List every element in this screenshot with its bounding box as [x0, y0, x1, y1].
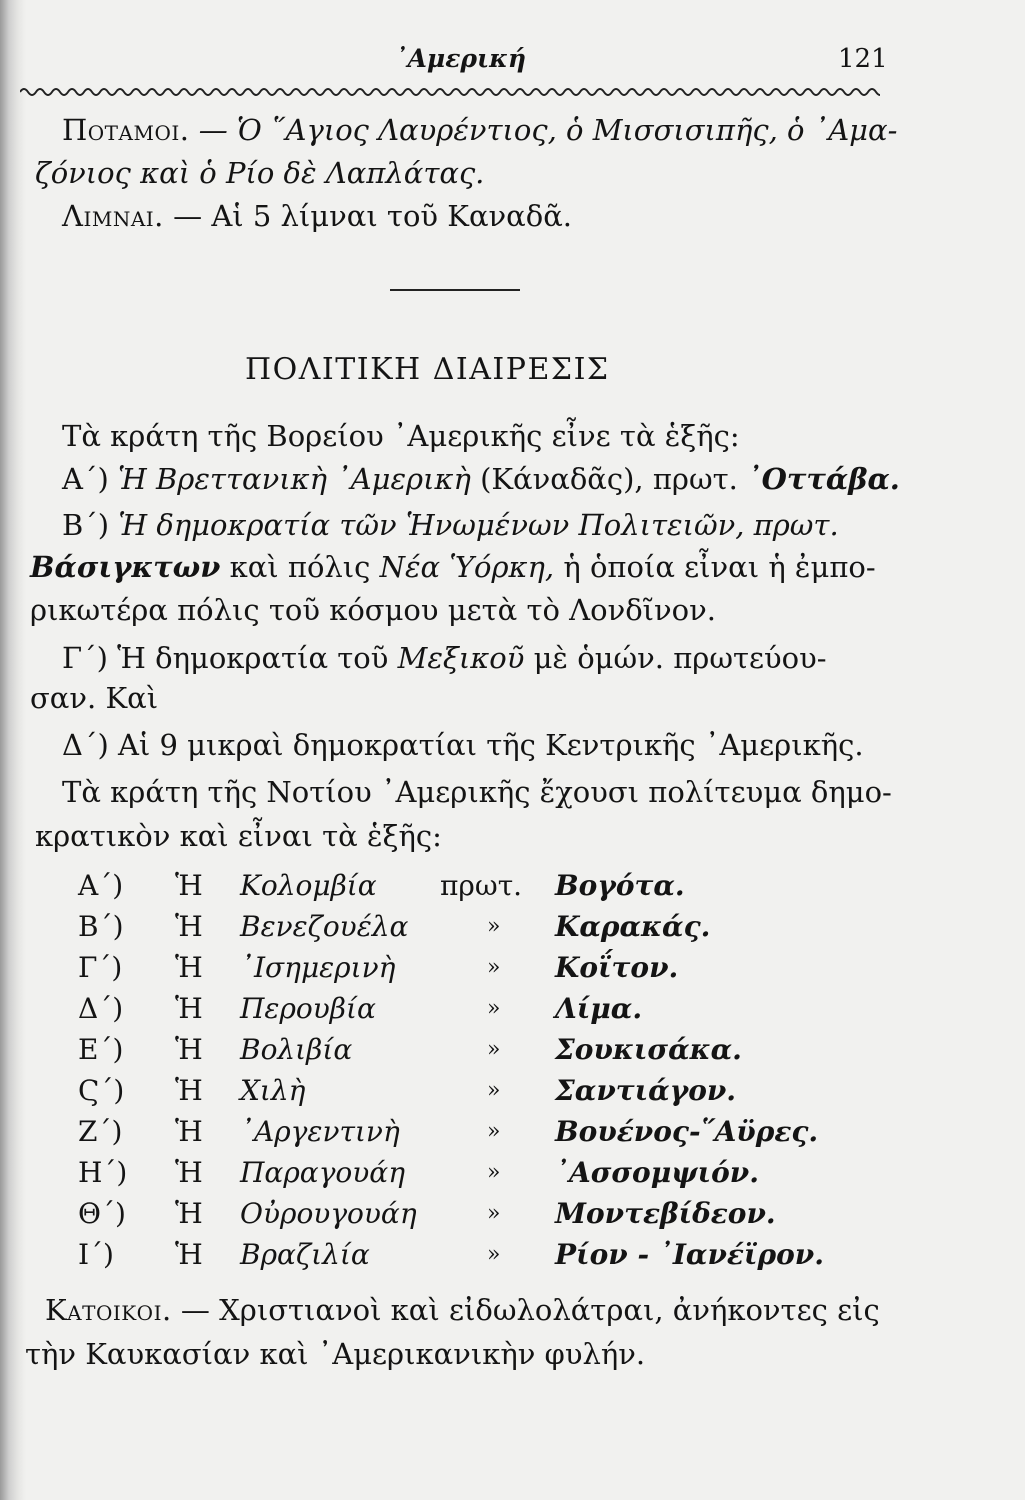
north-item-b-line-2: [30, 549, 876, 585]
inhabitants-line-1: [45, 1292, 880, 1328]
country-capital: Σουκισάκα.: [555, 1033, 742, 1066]
country-article: Ἡ: [175, 1074, 203, 1107]
north-c-pre: Ἡ δημοκρατία τοῦ: [117, 641, 389, 675]
north-item-b-line-1: [62, 507, 839, 543]
country-capital: Λίμα.: [555, 992, 643, 1025]
country-row: [0, 991, 1025, 1027]
country-capital: Μοντεβίδεον.: [555, 1197, 776, 1230]
country-row: [0, 1155, 1025, 1191]
country-capital: Κοΐτον.: [555, 951, 679, 984]
north-c-name: Μεξικοῦ: [397, 641, 525, 675]
country-number: Β΄): [78, 910, 124, 943]
country-number: Α΄): [78, 869, 124, 902]
capital-abbrev: πρωτ.: [440, 869, 523, 902]
north-a-mid: (Κάναδᾶς), πρωτ.: [480, 462, 738, 496]
section-heading: ΠΟΛΙΤΙΚΗ ΔΙΑΙΡΕΣΙΣ: [245, 352, 610, 387]
lakes-text: — Αἱ 5 λίμναι τοῦ Καναδᾶ.: [173, 199, 573, 233]
page-number: 121: [838, 44, 888, 74]
north-c-num: Γ΄): [62, 641, 108, 675]
ditto-mark: »: [487, 1160, 501, 1185]
country-number: Ϛ΄): [78, 1074, 125, 1107]
country-article: Ἡ: [175, 869, 203, 902]
country-row: [0, 1237, 1025, 1273]
country-number: Η΄): [78, 1156, 128, 1189]
country-number: Ε΄): [78, 1033, 124, 1066]
country-article: Ἡ: [175, 1156, 203, 1189]
country-capital: Καρακάς.: [555, 910, 711, 943]
lakes-label: Λιμναι.: [62, 199, 164, 233]
country-row: [0, 1073, 1025, 1109]
running-header-title: ᾽Αμερική: [395, 44, 527, 73]
country-name: Βενεζουέλα: [240, 910, 409, 943]
north-a-capital: ᾽Οττάβα.: [747, 462, 900, 496]
north-item-c-line-2: σαν. Καὶ: [30, 681, 159, 715]
north-b-rest1: καὶ πόλις: [229, 550, 371, 584]
country-row: [0, 868, 1025, 904]
rivers-text-1-body: — Ὁ ῞Αγιος Λαυρέντιος, ὁ Μισσισιπῆς, ὁ ᾽Αμα-: [198, 113, 898, 147]
country-name: Περουβία: [240, 992, 376, 1025]
north-b-mid: πρωτ.: [753, 508, 839, 542]
north-item-d: [62, 727, 864, 763]
country-article: Ἡ: [175, 910, 203, 943]
country-row: [0, 909, 1025, 945]
country-number: Ζ΄): [78, 1115, 123, 1148]
country-article: Ἡ: [175, 951, 203, 984]
country-name: Βολιβία: [240, 1033, 353, 1066]
country-number: Γ΄): [78, 951, 123, 984]
country-name: Βραζιλία: [240, 1238, 370, 1271]
ditto-mark: »: [487, 914, 501, 939]
ditto-mark: »: [487, 955, 501, 980]
north-a-name: Ἡ Βρεττανικὴ ᾽Αμερικὴ: [117, 462, 471, 496]
north-c-post: μὲ ὁμών. πρωτεύου-: [533, 641, 827, 675]
north-b-capital: Βάσιγκτων: [30, 550, 221, 584]
ditto-mark: »: [487, 1037, 501, 1062]
page-binding-shadow: [0, 0, 26, 1500]
north-item-a: [62, 461, 900, 497]
lakes-line: [62, 198, 572, 234]
rivers-line-1: [62, 112, 897, 148]
country-capital: Σαντιάγον.: [555, 1074, 737, 1107]
inhabitants-label: Κατοικοι.: [45, 1293, 172, 1327]
country-article: Ἡ: [175, 1033, 203, 1066]
country-capital: Βογότα.: [555, 869, 685, 902]
country-number: Θ΄): [78, 1197, 126, 1230]
north-b-city: Νέα Ὑόρκη,: [379, 550, 555, 584]
north-b-rest2: ἡ ὁποία εἶναι ἡ ἐμπο-: [563, 550, 876, 584]
country-name: Κολομβία: [240, 869, 377, 902]
country-capital: ᾽Ασσομψιόν.: [555, 1156, 759, 1189]
country-name: ᾽Αργεντινὴ: [240, 1115, 400, 1148]
rivers-label: Ποταμοι.: [62, 113, 190, 147]
country-article: Ἡ: [175, 1115, 203, 1148]
north-intro: Τὰ κράτη τῆς Βορείου ᾽Αμερικῆς εἶνε τὰ ἑξῆς:: [62, 419, 740, 453]
country-number: Δ΄): [78, 992, 124, 1025]
country-article: Ἡ: [175, 992, 203, 1025]
wavy-header-rule: [20, 82, 880, 102]
country-name: Χιλὴ: [240, 1074, 306, 1107]
north-item-b-line-3: ρικωτέρα πόλις τοῦ κόσμου μετὰ τὸ Λονδῖνον.: [30, 593, 716, 627]
north-b-num: Β΄): [62, 508, 110, 542]
ditto-mark: »: [487, 996, 501, 1021]
inhabitants-line-2: τὴν Καυκασίαν καὶ ᾽Αμερικανικὴν φυλήν.: [25, 1337, 646, 1371]
country-capital: Βουένος-῞Αϋρες.: [555, 1115, 819, 1148]
country-name: Οὐρουγουάη: [240, 1197, 417, 1230]
country-row: [0, 1196, 1025, 1232]
country-row: [0, 950, 1025, 986]
country-name: Παραγουάη: [240, 1156, 405, 1189]
ditto-mark: »: [487, 1119, 501, 1144]
country-capital: Ρίον - ᾽Ιανέϊρον.: [555, 1238, 824, 1271]
inhabitants-text-1: — Χριστιανοὶ καὶ εἰδωλολάτραι, ἀνήκοντες εἰς: [180, 1293, 880, 1327]
north-b-name: Ἡ δημοκρατία τῶν Ἡνωμένων Πολιτειῶν,: [118, 508, 745, 542]
north-item-c-line-1: [62, 640, 827, 676]
north-d-text: Αἱ 9 μικραὶ δημοκρατίαι τῆς Κεντρικῆς ᾽Αμερικῆς.: [117, 728, 864, 762]
south-intro-1: Τὰ κράτη τῆς Νοτίου ᾽Αμερικῆς ἔχουσι πολίτευμα δημο-: [62, 775, 892, 809]
country-article: Ἡ: [175, 1197, 203, 1230]
north-a-num: Α΄): [62, 462, 109, 496]
country-row: [0, 1114, 1025, 1150]
ditto-mark: »: [487, 1242, 501, 1267]
country-row: [0, 1032, 1025, 1068]
country-article: Ἡ: [175, 1238, 203, 1271]
north-d-num: Δ΄): [62, 728, 109, 762]
ditto-mark: »: [487, 1078, 501, 1103]
country-name: ᾽Ισημερινὴ: [240, 951, 396, 984]
ditto-mark: »: [487, 1201, 501, 1226]
country-number: Ι΄): [78, 1238, 114, 1271]
rivers-line-2: ζόνιος καὶ ὁ Ρίο δὲ Λαπλάτας.: [35, 156, 485, 190]
section-divider: [390, 289, 520, 291]
south-intro-2: κρατικὸν καὶ εἶναι τὰ ἑξῆς:: [35, 819, 442, 853]
